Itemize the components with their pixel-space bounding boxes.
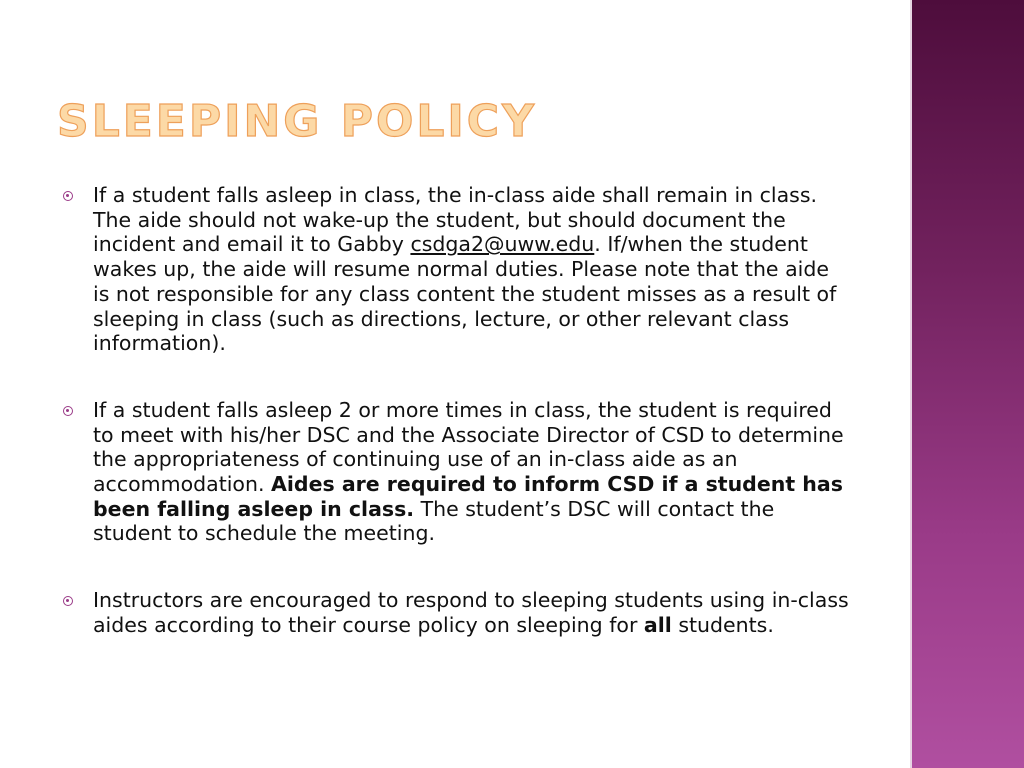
decorative-sidebar — [912, 0, 1024, 768]
email-link[interactable]: csdga2@uww.edu — [410, 232, 595, 257]
bullet-item-1 — [60, 183, 850, 356]
bullet-item-2 — [60, 398, 850, 546]
bullet-2-text-part-1: If a student falls asleep 2 or more times in class, the student is required to meet with his/her DSC and the Associate Director of CSD to determine the appropriateness of continuing use of an in-class aide as an accommodation. — [93, 397, 844, 497]
bullet-2-bold-text: Aides are required to inform CSD if a student has been falling asleep in class. — [93, 472, 843, 521]
bullet-1-text-part-2: . If/when the student wakes up, the aide will resume normal duties. Please note that the aide is not responsible for any class content the student misses as a result of sleeping in class (such as directions, lecture, or other relevant class information). — [93, 232, 837, 356]
bullet-list — [60, 183, 850, 638]
bullet-item-3 — [60, 588, 850, 637]
bullet-1-text-part-1: If a student falls asleep in class, the in-class aide shall remain in class. The aide should not wake-up the student, but should document the incident and email it to Gabby — [93, 183, 818, 257]
bullet-3-bold-text: all — [643, 612, 672, 637]
circle-bullet-icon — [63, 191, 73, 201]
bullet-3-text-part-1: Instructors are encouraged to respond to sleeping students using in-class aides according to their course policy on sleeping for — [93, 588, 849, 637]
slide-title: SLEEPING POLICY — [57, 96, 537, 147]
bullet-3-text-part-2: students. — [671, 612, 774, 637]
bullet-2-text-part-2: The student’s DSC will contact the student to schedule the meeting. — [93, 496, 775, 546]
circle-bullet-icon — [63, 406, 73, 416]
circle-bullet-icon — [63, 596, 73, 606]
